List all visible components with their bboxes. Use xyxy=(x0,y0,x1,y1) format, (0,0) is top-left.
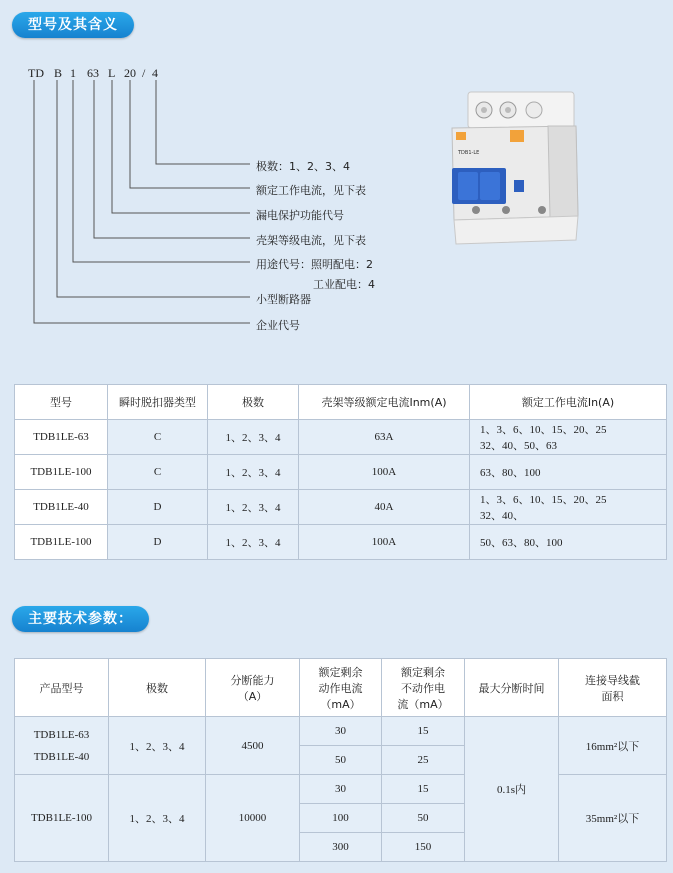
table2-cell-breaking-group2: 10000 xyxy=(206,775,300,862)
section-title-tech-params: 主要技术参数： xyxy=(12,606,149,632)
table2-header-product: 产品型号 xyxy=(15,659,109,717)
table1-rated-line2: 32、40、 xyxy=(480,510,524,522)
breaker-model-label: TDB1-LE xyxy=(458,150,480,156)
meaning-company-code: 企业代号 xyxy=(256,319,300,332)
code-part-20: 20 xyxy=(124,66,136,80)
spec-table-2 xyxy=(14,658,667,862)
table2-cell-models-group1 xyxy=(15,717,109,775)
table2-cell-wire-group1: 16mm²以下 xyxy=(559,717,667,775)
table2-header-residual-nonop xyxy=(382,659,465,717)
table1-cell-frame: 100A xyxy=(299,525,470,560)
table2-cell-op: 50 xyxy=(300,746,382,775)
table1-rated-line1: 1、3、6、10、15、20、25 xyxy=(480,424,607,436)
table-row xyxy=(15,717,667,746)
table2-header-breaking-line1: 分断能力 xyxy=(230,673,275,687)
table2-header-breaking-line2: （A） xyxy=(237,689,268,703)
section-title-model: 型号及其含义 xyxy=(12,12,134,38)
table1-cell-trip: D xyxy=(108,525,208,560)
table2-cell-op: 300 xyxy=(300,833,382,862)
table2-cell-breaking-group1: 4500 xyxy=(206,717,300,775)
table2-cell-nonop: 15 xyxy=(382,775,465,804)
table1-cell-rated xyxy=(470,420,667,455)
table2-header-residual-nonop-line1: 额定剩余 xyxy=(401,665,445,679)
code-part-slash: / xyxy=(142,66,146,80)
table1-header-frame-current: 壳架等级额定电流Inm(A) xyxy=(299,385,470,420)
table-row xyxy=(15,420,667,455)
table2-header-residual-nonop-line3: 流（mA） xyxy=(397,697,449,711)
table1-cell-rated xyxy=(470,490,667,525)
table-row xyxy=(15,525,667,560)
table2-model-40: TDB1LE-40 xyxy=(33,750,90,763)
code-part-4: 4 xyxy=(152,66,158,80)
table2-cell-model-group2: TDB1LE-100 xyxy=(15,775,109,862)
table1-cell-model: TDB1LE-63 xyxy=(15,420,108,455)
table1-cell-poles: 1、2、3、4 xyxy=(208,455,299,490)
table2-header-residual-op-line1: 额定剩余 xyxy=(318,665,363,679)
meaning-poles: 极数：1、2、3、4 xyxy=(256,160,350,173)
table1-cell-frame: 40A xyxy=(299,490,470,525)
table1-cell-trip: D xyxy=(108,490,208,525)
code-part-1: 1 xyxy=(70,66,76,80)
table1-cell-poles: 1、2、3、4 xyxy=(208,525,299,560)
table1-cell-model: TDB1LE-100 xyxy=(15,525,108,560)
table1-rated-line1: 1、3、6、10、15、20、25 xyxy=(480,494,607,506)
meaning-usage-code: 用途代号：照明配电：2 xyxy=(256,258,373,271)
table1-cell-rated: 63、80、100 xyxy=(470,455,667,490)
table1-cell-trip: C xyxy=(108,455,208,490)
table2-cell-nonop: 15 xyxy=(382,717,465,746)
meaning-mcb: 小型断路器 xyxy=(256,293,311,306)
code-part-63: 63 xyxy=(87,66,99,80)
table2-header-residual-op xyxy=(300,659,382,717)
table2-header-wire-line1: 连接导线截 xyxy=(585,673,640,687)
table2-header-residual-nonop-line2: 不动作电 xyxy=(401,681,445,695)
table2-cell-max-time: 0.1s内 xyxy=(465,717,559,862)
table2-cell-op: 100 xyxy=(300,804,382,833)
meaning-frame-current: 壳架等级电流，见下表 xyxy=(256,234,366,247)
table2-cell-op: 30 xyxy=(300,775,382,804)
spec-table-1 xyxy=(14,384,667,560)
table1-cell-model: TDB1LE-100 xyxy=(15,455,108,490)
table2-cell-poles-group1: 1、2、3、4 xyxy=(109,717,206,775)
table2-header-max-time: 最大分断时间 xyxy=(465,659,559,717)
table1-rated-line2: 32、40、50、63 xyxy=(480,440,557,452)
code-part-b: B xyxy=(54,66,63,80)
table2-cell-nonop: 150 xyxy=(382,833,465,862)
table2-model-63: TDB1LE-63 xyxy=(33,728,90,741)
table1-header-trip-type: 瞬时脱扣器类型 xyxy=(108,385,208,420)
table2-header-residual-op-line3: （mA） xyxy=(320,697,361,711)
table1-cell-rated: 50、63、80、100 xyxy=(470,525,667,560)
table1-header-model: 型号 xyxy=(15,385,108,420)
table-row xyxy=(15,490,667,525)
table1-cell-model: TDB1LE-40 xyxy=(15,490,108,525)
table1-header-rated-current: 额定工作电流In(A) xyxy=(470,385,667,420)
meaning-leakage-code: 漏电保护功能代号 xyxy=(256,209,344,222)
table2-cell-nonop: 25 xyxy=(382,746,465,775)
table2-header-residual-op-line2: 动作电流 xyxy=(318,681,363,695)
table2-header-wire xyxy=(559,659,667,717)
code-part-l: L xyxy=(108,66,116,80)
table2-cell-op: 30 xyxy=(300,717,382,746)
table1-cell-trip: C xyxy=(108,420,208,455)
table-row xyxy=(15,775,667,804)
table2-header-poles: 极数 xyxy=(109,659,206,717)
table1-cell-frame: 100A xyxy=(299,455,470,490)
meaning-rated-current: 额定工作电流，见下表 xyxy=(256,184,366,197)
table1-cell-poles: 1、2、3、4 xyxy=(208,490,299,525)
table2-cell-wire-group2: 35mm²以下 xyxy=(559,775,667,862)
table2-header-wire-line2: 面积 xyxy=(601,689,624,703)
table1-header-poles: 极数 xyxy=(208,385,299,420)
table2-header-breaking xyxy=(206,659,300,717)
table1-cell-frame: 63A xyxy=(299,420,470,455)
table2-cell-nonop: 50 xyxy=(382,804,465,833)
table-row xyxy=(15,455,667,490)
breaker-product-image xyxy=(446,88,586,248)
table1-cell-poles: 1、2、3、4 xyxy=(208,420,299,455)
meaning-usage-industrial: 工业配电：4 xyxy=(313,278,375,291)
table2-cell-poles-group2: 1、2、3、4 xyxy=(109,775,206,862)
code-part-td: TD xyxy=(28,66,44,80)
